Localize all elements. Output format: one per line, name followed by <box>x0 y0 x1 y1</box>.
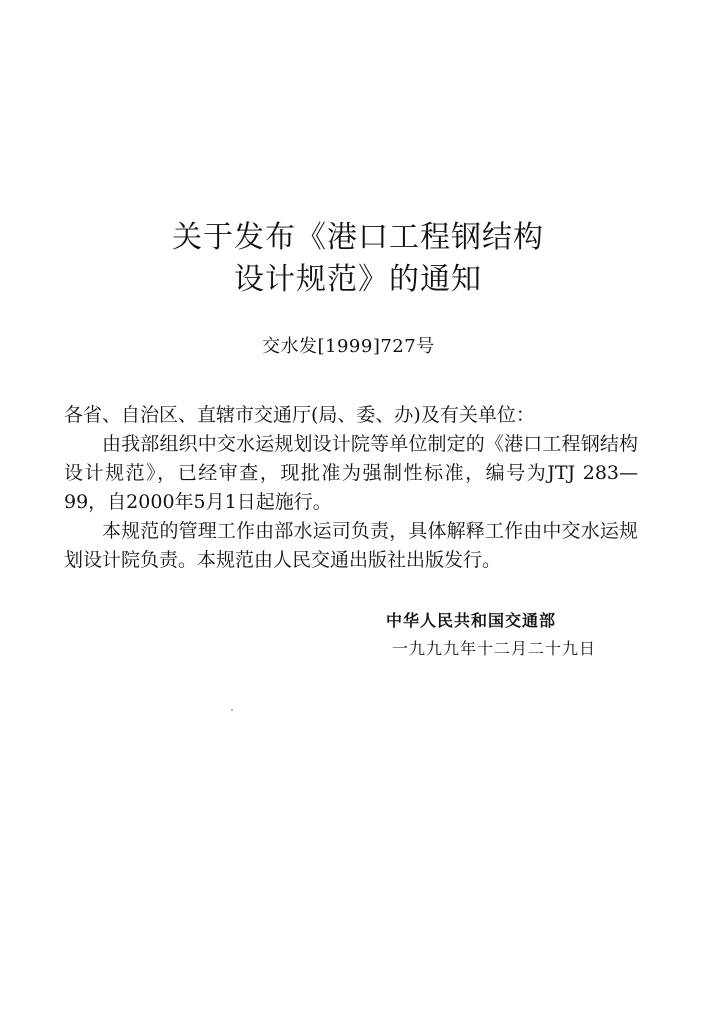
body-paragraph-1: 由我部组织中交水运规划设计院等单位制定的《港口工程钢结构设计规范》，已经审查，现批准为强制性标准，编号为JTJ 283—99，自2000年5月1日起施行。 <box>64 433 638 513</box>
body-paragraph-2: 本规范的管理工作由部水运司负责，具体解释工作由中交水运规划设计院负责。本规范由人民交通出版社出版发行。 <box>64 520 638 571</box>
notice-title-line-1: 关于发布《港口工程钢结构 <box>172 220 544 255</box>
notice-title-line-2: 设计规范》的通知 <box>234 262 482 297</box>
scan-speck <box>231 709 233 711</box>
document-number: 交水发[1999]727号 <box>262 336 435 357</box>
issuing-authority: 中华人民共和国交通部 <box>386 611 557 630</box>
issue-date: 一九九九年十二月二十九日 <box>392 639 597 658</box>
addressee-line: 各省、自治区、直辖市交通厅(局、委、办)及有关单位： <box>64 404 535 426</box>
